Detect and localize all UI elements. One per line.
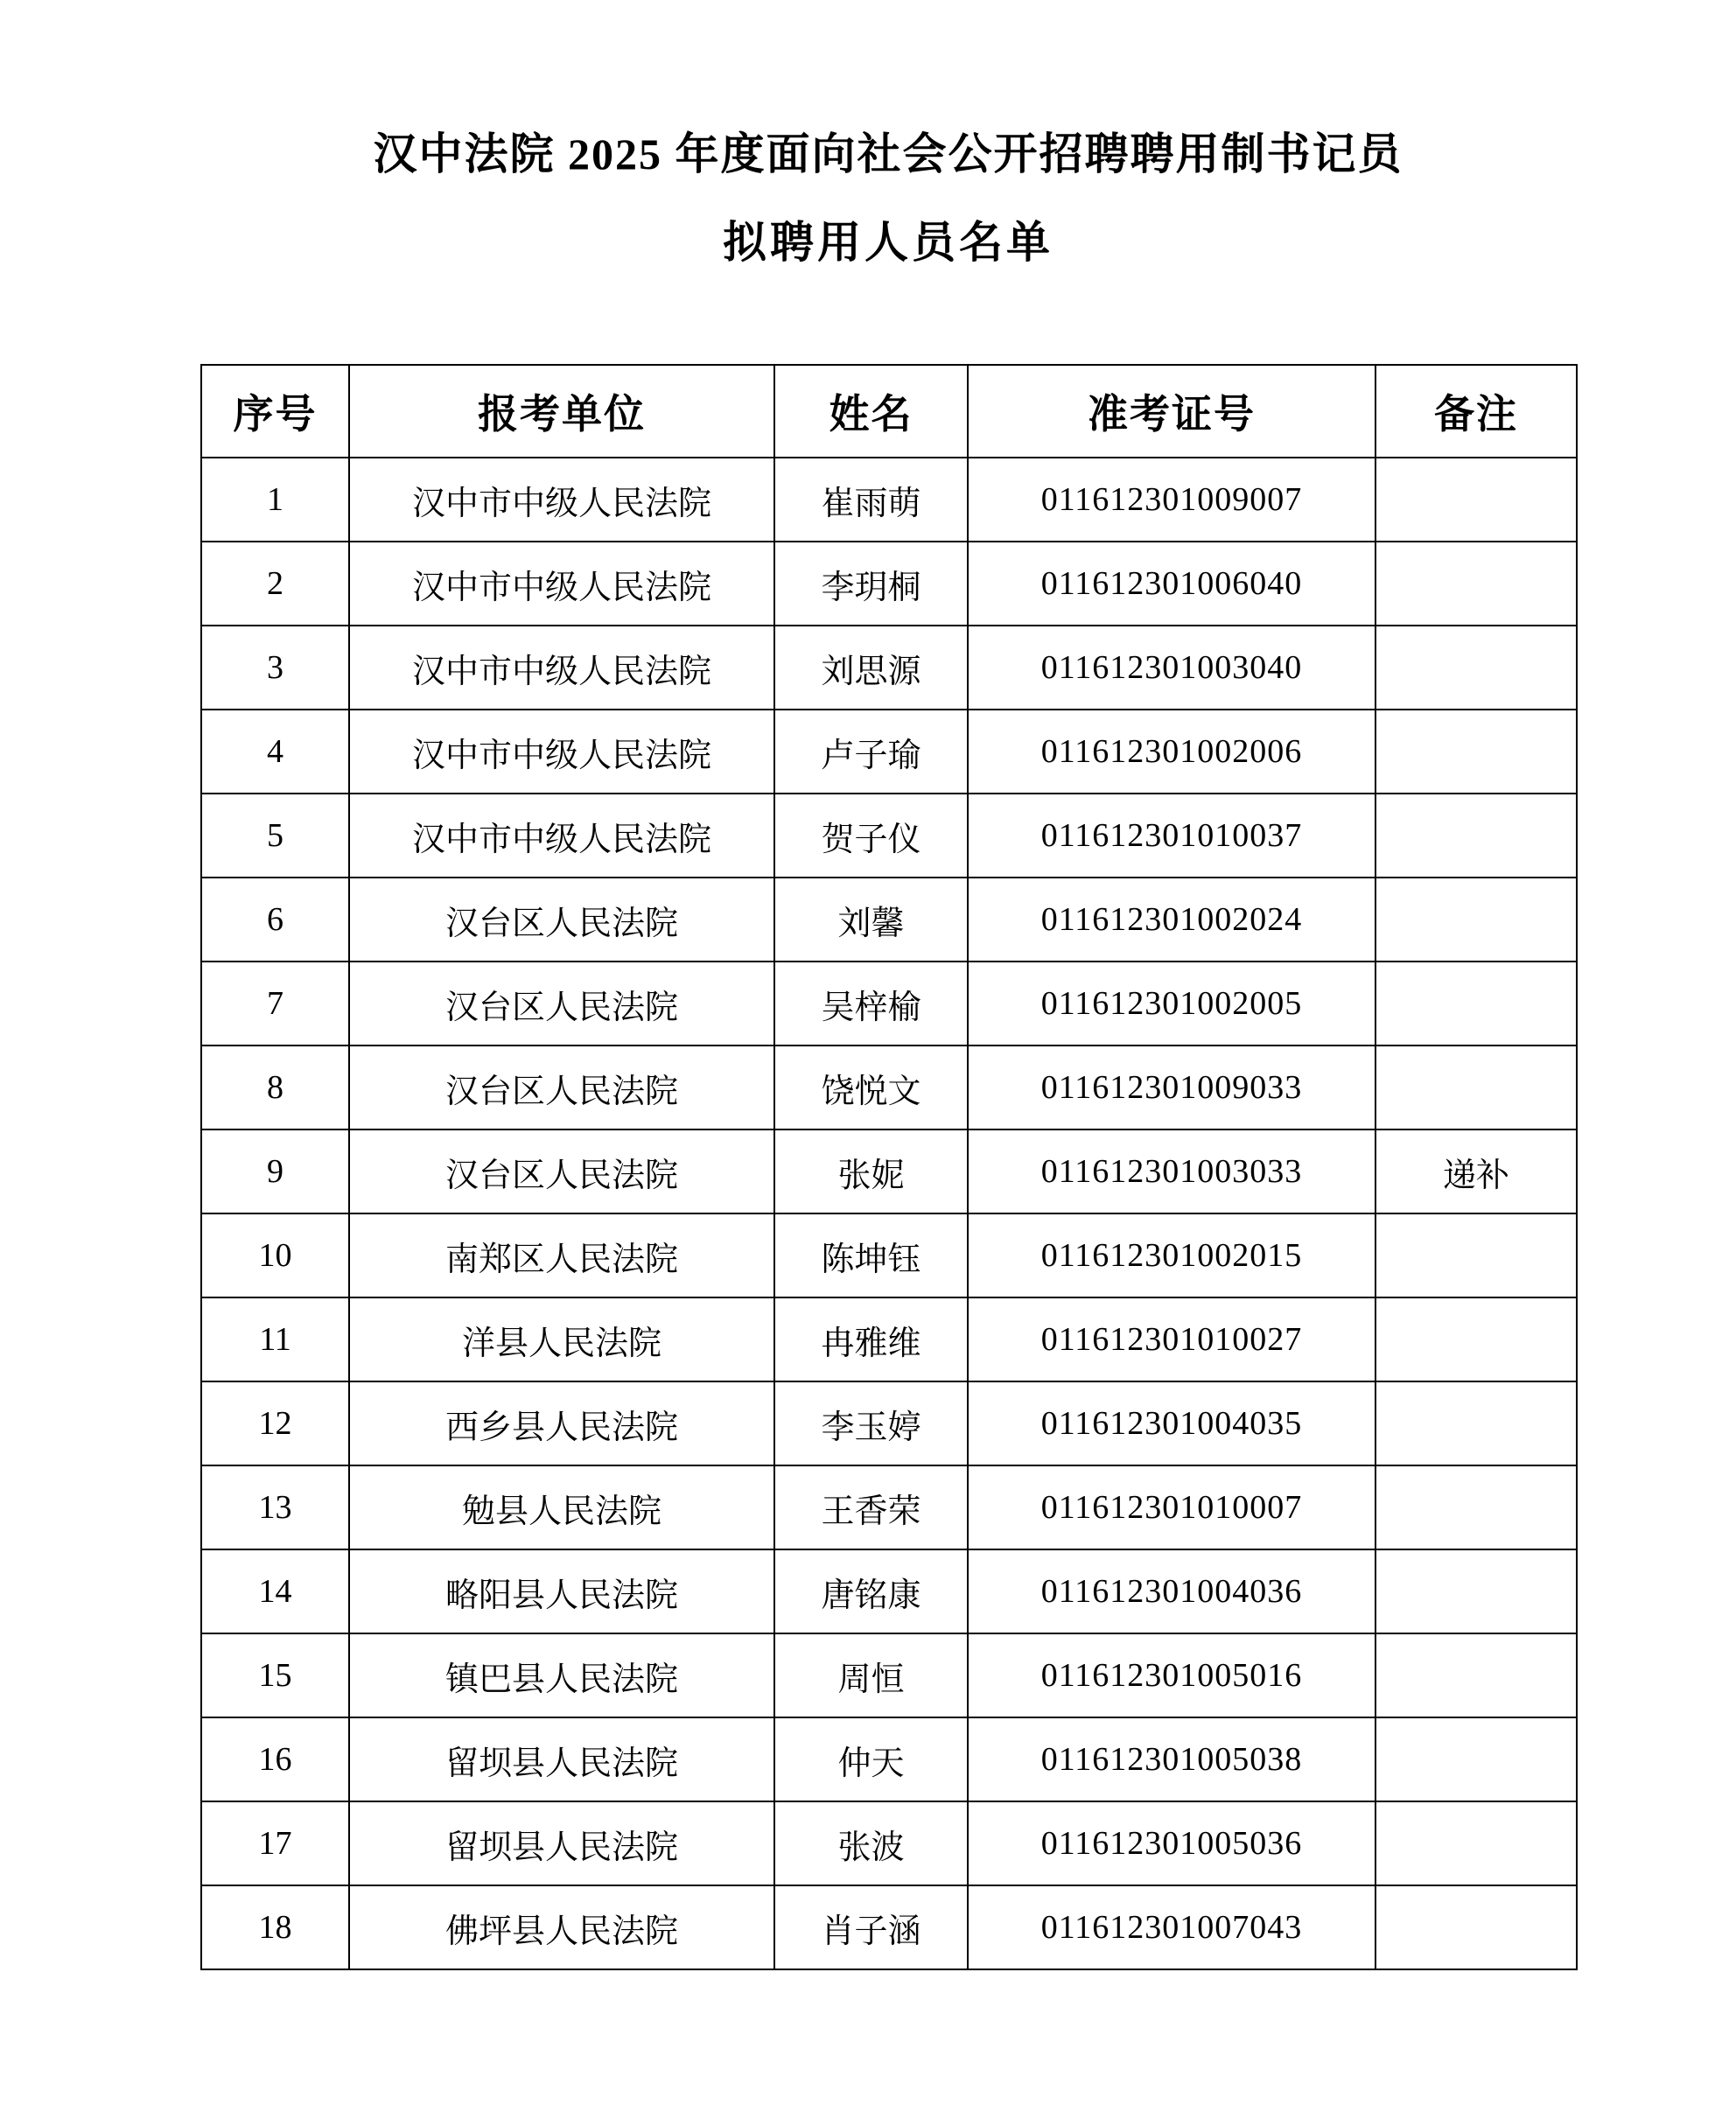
cell-no: 4 [201, 710, 349, 794]
cell-ticket: 011612301010007 [968, 1465, 1376, 1549]
cell-no: 16 [201, 1717, 349, 1801]
cell-unit: 汉台区人民法院 [349, 962, 774, 1046]
cell-no: 6 [201, 878, 349, 962]
table-row [201, 458, 1577, 542]
table-row [201, 962, 1577, 1046]
cell-remark [1376, 1213, 1577, 1297]
cell-name: 唐铭康 [774, 1549, 968, 1633]
table-row [201, 542, 1577, 626]
table-row [201, 1549, 1577, 1633]
table-row [201, 1381, 1577, 1465]
cell-ticket: 011612301010027 [968, 1297, 1376, 1381]
cell-ticket: 011612301010037 [968, 794, 1376, 878]
cell-unit: 留坝县人民法院 [349, 1801, 774, 1885]
cell-remark [1376, 1381, 1577, 1465]
cell-remark [1376, 458, 1577, 542]
cell-remark [1376, 710, 1577, 794]
document-content [200, 0, 1576, 1970]
cell-unit: 汉中市中级人民法院 [349, 626, 774, 710]
cell-remark: 递补 [1376, 1129, 1577, 1213]
cell-unit: 汉中市中级人民法院 [349, 458, 774, 542]
cell-unit: 洋县人民法院 [349, 1297, 774, 1381]
cell-no: 3 [201, 626, 349, 710]
cell-no: 5 [201, 794, 349, 878]
cell-ticket: 011612301005016 [968, 1633, 1376, 1717]
cell-no: 11 [201, 1297, 349, 1381]
cell-ticket: 011612301004036 [968, 1549, 1376, 1633]
hire-list-table [200, 364, 1578, 1970]
cell-remark [1376, 1801, 1577, 1885]
cell-no: 10 [201, 1213, 349, 1297]
cell-ticket: 011612301003040 [968, 626, 1376, 710]
table-row [201, 878, 1577, 962]
cell-ticket: 011612301002006 [968, 710, 1376, 794]
cell-remark [1376, 962, 1577, 1046]
header-ticket: 准考证号 [968, 365, 1376, 458]
cell-unit: 佛坪县人民法院 [349, 1885, 774, 1969]
document-title-line1: 汉中法院 2025 年度面向社会公开招聘聘用制书记员 [373, 129, 1404, 178]
cell-name: 饶悦文 [774, 1046, 968, 1129]
cell-name: 陈坤钰 [774, 1213, 968, 1297]
table-row [201, 1801, 1577, 1885]
cell-remark [1376, 1633, 1577, 1717]
document-title-line2: 拟聘用人员名单 [723, 217, 1054, 267]
cell-no: 17 [201, 1801, 349, 1885]
header-remark: 备注 [1376, 365, 1577, 458]
cell-remark [1376, 1549, 1577, 1633]
cell-no: 18 [201, 1885, 349, 1969]
cell-ticket: 011612301002024 [968, 878, 1376, 962]
cell-name: 刘思源 [774, 626, 968, 710]
table-row [201, 1129, 1577, 1213]
cell-remark [1376, 878, 1577, 962]
table-row [201, 1633, 1577, 1717]
cell-name: 肖子涵 [774, 1885, 968, 1969]
cell-unit: 西乡县人民法院 [349, 1381, 774, 1465]
cell-unit: 汉中市中级人民法院 [349, 542, 774, 626]
cell-ticket: 011612301004035 [968, 1381, 1376, 1465]
cell-name: 李玥桐 [774, 542, 968, 626]
cell-name: 张波 [774, 1801, 968, 1885]
cell-name: 仲天 [774, 1717, 968, 1801]
table-row [201, 1465, 1577, 1549]
cell-unit: 南郑区人民法院 [349, 1213, 774, 1297]
cell-remark [1376, 542, 1577, 626]
cell-ticket: 011612301007043 [968, 1885, 1376, 1969]
cell-name: 王香荣 [774, 1465, 968, 1549]
cell-no: 15 [201, 1633, 349, 1717]
cell-ticket: 011612301002015 [968, 1213, 1376, 1297]
cell-ticket: 011612301005036 [968, 1801, 1376, 1885]
cell-no: 12 [201, 1381, 349, 1465]
cell-unit: 略阳县人民法院 [349, 1549, 774, 1633]
cell-unit: 汉中市中级人民法院 [349, 710, 774, 794]
cell-ticket: 011612301006040 [968, 542, 1376, 626]
cell-no: 2 [201, 542, 349, 626]
cell-name: 吴梓榆 [774, 962, 968, 1046]
cell-no: 14 [201, 1549, 349, 1633]
table-row [201, 1297, 1577, 1381]
cell-name: 卢子瑜 [774, 710, 968, 794]
cell-no: 1 [201, 458, 349, 542]
cell-unit: 汉台区人民法院 [349, 878, 774, 962]
table-row [201, 626, 1577, 710]
table-row [201, 1046, 1577, 1129]
cell-remark [1376, 1717, 1577, 1801]
header-no: 序号 [201, 365, 349, 458]
cell-remark [1376, 1297, 1577, 1381]
cell-unit: 镇巴县人民法院 [349, 1633, 774, 1717]
cell-name: 刘馨 [774, 878, 968, 962]
cell-no: 9 [201, 1129, 349, 1213]
cell-name: 崔雨萌 [774, 458, 968, 542]
cell-name: 李玉婷 [774, 1381, 968, 1465]
cell-name: 冉雅维 [774, 1297, 968, 1381]
cell-name: 周恒 [774, 1633, 968, 1717]
cell-remark [1376, 1885, 1577, 1969]
cell-name: 贺子仪 [774, 794, 968, 878]
cell-no: 13 [201, 1465, 349, 1549]
cell-ticket: 011612301003033 [968, 1129, 1376, 1213]
cell-unit: 汉台区人民法院 [349, 1046, 774, 1129]
cell-remark [1376, 794, 1577, 878]
table-row [201, 1885, 1577, 1969]
cell-remark [1376, 1046, 1577, 1129]
table-body [201, 458, 1577, 1969]
cell-no: 8 [201, 1046, 349, 1129]
cell-no: 7 [201, 962, 349, 1046]
cell-ticket: 011612301009033 [968, 1046, 1376, 1129]
table-row [201, 1717, 1577, 1801]
cell-unit: 留坝县人民法院 [349, 1717, 774, 1801]
cell-unit: 汉台区人民法院 [349, 1129, 774, 1213]
cell-remark [1376, 1465, 1577, 1549]
header-name: 姓名 [774, 365, 968, 458]
cell-ticket: 011612301005038 [968, 1717, 1376, 1801]
table-header-row [201, 365, 1577, 458]
cell-unit: 勉县人民法院 [349, 1465, 774, 1549]
cell-ticket: 011612301002005 [968, 962, 1376, 1046]
table-row [201, 1213, 1577, 1297]
cell-unit: 汉中市中级人民法院 [349, 794, 774, 878]
table-row [201, 794, 1577, 878]
header-unit: 报考单位 [349, 365, 774, 458]
cell-name: 张妮 [774, 1129, 968, 1213]
cell-ticket: 011612301009007 [968, 458, 1376, 542]
cell-remark [1376, 626, 1577, 710]
table-row [201, 710, 1577, 794]
